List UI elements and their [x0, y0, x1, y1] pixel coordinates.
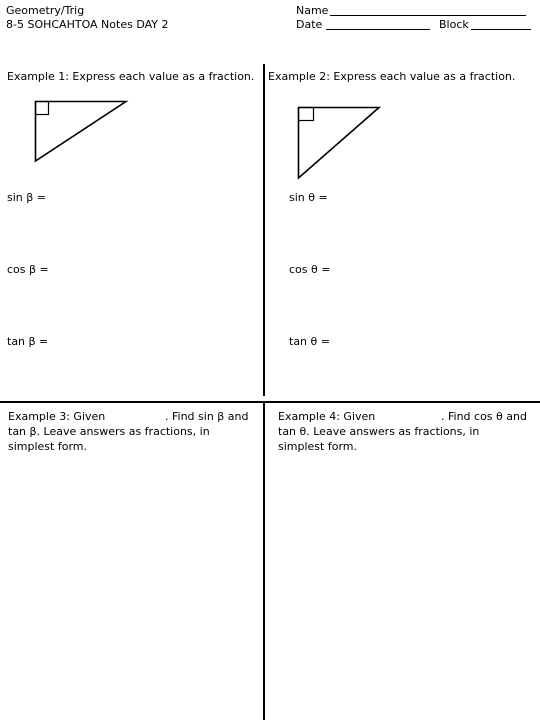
bottom-divider: [263, 403, 265, 720]
example2-cos: cos θ =: [289, 263, 331, 276]
example1-tan: tan β =: [7, 335, 49, 348]
horizontal-divider: [0, 401, 540, 403]
block-label: Block: [439, 18, 469, 31]
right-angle-marker: [36, 102, 49, 115]
name-label: Name: [296, 4, 329, 17]
course-title: Geometry/Trig: [6, 4, 85, 17]
example4-line1-end: . Find cos θ and: [441, 410, 527, 423]
date-label: Date: [296, 18, 323, 31]
example2-tan: tan θ =: [289, 335, 330, 348]
example1-right-triangle: [34, 100, 128, 164]
example1-sin: sin β =: [7, 191, 46, 204]
top-divider: [263, 64, 265, 396]
example2-sin: sin θ =: [289, 191, 328, 204]
name-blank[interactable]: [330, 15, 526, 16]
example3-line1-start: Example 3: Given: [8, 410, 106, 423]
example4-line2: tan θ. Leave answers as fractions, in: [278, 425, 480, 438]
block-blank[interactable]: [471, 29, 531, 30]
date-blank[interactable]: [326, 29, 430, 30]
example4-line3: simplest form.: [278, 440, 357, 453]
example2-right-triangle: [297, 106, 381, 180]
example2-prompt: Example 2: Express each value as a fraction.: [268, 70, 516, 83]
example3-line3: simplest form.: [8, 440, 87, 453]
example3-line2: tan β. Leave answers as fractions, in: [8, 425, 210, 438]
example1-prompt: Example 1: Express each value as a fraction.: [7, 70, 255, 83]
example3-line1-end: . Find sin β and: [165, 410, 249, 423]
lesson-title: 8-5 SOHCAHTOA Notes DAY 2: [6, 18, 169, 31]
right-angle-marker: [299, 108, 314, 121]
example4-line1-start: Example 4: Given: [278, 410, 376, 423]
example1-cos: cos β =: [7, 263, 49, 276]
